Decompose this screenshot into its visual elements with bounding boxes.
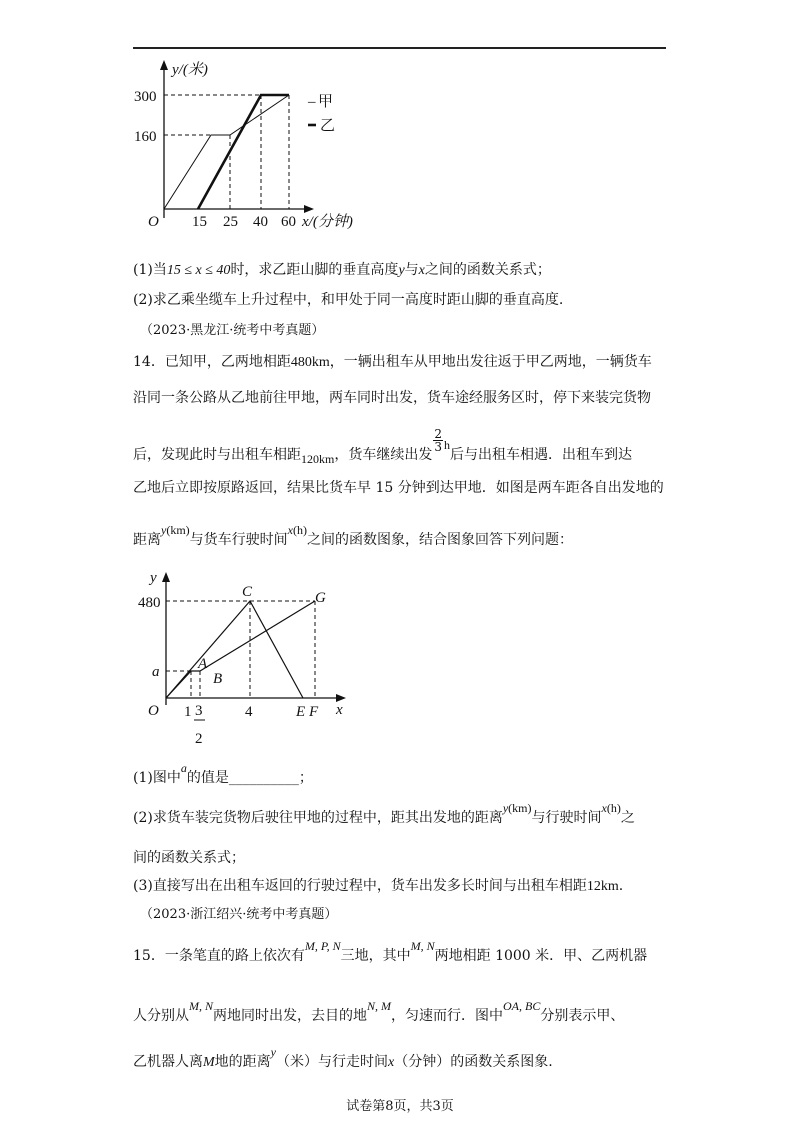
y-axis-label: y bbox=[150, 570, 157, 586]
graph-distance-time bbox=[140, 568, 370, 753]
x-tick-4: 4 bbox=[245, 704, 253, 720]
q14-line4: 乙地后立即按原路返回，结果比货车早 15 分钟到达甲地．如图是两车距各自出发地的 bbox=[133, 480, 664, 496]
graph-height-time bbox=[130, 58, 430, 233]
q15-line3: 乙机器人离M地的距离y（米）与行走时间x（分钟）的函数关系图象. bbox=[133, 1045, 553, 1070]
q15-line2: 人分别从M, N两地同时出发，去目的地N, M，匀速而行．图中OA, BC分别表示甲、 bbox=[133, 999, 625, 1024]
q15-source: （2023·浙江绍兴·统考中考真题） bbox=[140, 907, 338, 922]
legend-jia-mark: – bbox=[308, 94, 316, 110]
fraction-2-3: $\frac{2}{3}$ bbox=[434, 427, 442, 454]
top-rule bbox=[133, 47, 666, 49]
answer-blank[interactable]: __________ bbox=[228, 770, 299, 786]
q14-part3: (3)直接写出在出租车返回的行驶过程中，货车出发多长时间与出租车相距12km. bbox=[133, 878, 624, 894]
point-G: G bbox=[315, 590, 326, 606]
point-A: A bbox=[198, 656, 208, 672]
y-axis-label: y/(米) bbox=[172, 62, 208, 78]
q14-source: （2023·黑龙江·统考中考真题） bbox=[140, 323, 325, 338]
x-tick-1: 1 bbox=[184, 704, 192, 720]
point-E: E bbox=[296, 704, 306, 720]
y-axis-arrow bbox=[160, 60, 168, 70]
q13-part2: (2)求乙乘坐缆车上升过程中，和甲处于同一高度时距山脚的垂直高度. bbox=[133, 292, 564, 308]
q14-part2-cont: 间的函数关系式； bbox=[133, 850, 245, 866]
y-tick-300: 300 bbox=[134, 89, 157, 105]
point-B: B bbox=[213, 671, 223, 687]
line-jia bbox=[164, 95, 289, 209]
y-tick-a: a bbox=[152, 664, 160, 680]
line-yi bbox=[198, 95, 289, 209]
x-axis-arrow bbox=[336, 694, 346, 702]
y-tick-160: 160 bbox=[134, 129, 157, 145]
q15-line1: 15．一条笔直的路上依次有M, P, N三地，其中M, N两地相距 1000 米．甲、乙两机器 bbox=[133, 939, 648, 964]
x-tick-40: 40 bbox=[253, 214, 268, 230]
point-C: C bbox=[242, 584, 253, 600]
q14-line3: 后，发现此时与出租车相距120km，货车继续出发 $\frac{2}{3}$ h后与出租车相遇．出租车到达 bbox=[133, 427, 632, 466]
y-tick-480: 480 bbox=[138, 595, 161, 611]
q13-condition: 15 ≤ x ≤ 40 bbox=[166, 263, 231, 278]
point-F: F bbox=[309, 704, 319, 720]
x-tick-frac-num: 3 bbox=[195, 703, 203, 719]
q14-part2: (2)求货车装完货物后驶往甲地的过程中，距其出发地的距离y(km)与行驶时间x(h)之 bbox=[133, 801, 635, 826]
x-axis-arrow bbox=[304, 205, 314, 213]
line-truck bbox=[166, 601, 315, 698]
q14-line2: 沿同一条公路从乙地前往甲地，两车同时出发，货车途经服务区时，停下来装完货物 bbox=[133, 390, 651, 406]
y-axis-arrow bbox=[162, 572, 170, 582]
page-footer: 试卷第8页，共3页 bbox=[346, 1099, 454, 1114]
x-tick-25: 25 bbox=[223, 214, 238, 230]
q14-line5: 距离y(km)与货车行驶时间x(h)之间的函数图象，结合图象回答下列问题： bbox=[133, 523, 573, 548]
origin-label: O bbox=[148, 703, 159, 719]
x-axis-label: x/(分钟) bbox=[302, 214, 353, 230]
legend-jia-name: 甲 bbox=[318, 94, 334, 110]
x-tick-frac-den: 2 bbox=[195, 731, 203, 747]
x-tick-60: 60 bbox=[281, 214, 296, 230]
q13-part1: (1)当15 ≤ x ≤ 40时，求乙距山脚的垂直高度y与x之间的函数关系式； bbox=[133, 262, 551, 278]
x-tick-15: 15 bbox=[192, 214, 207, 230]
origin-label: O bbox=[148, 214, 159, 230]
q14-line1: 14．已知甲，乙两地相距480km，一辆出租车从甲地出发往返于甲乙两地，一辆货车 bbox=[133, 354, 652, 370]
legend-yi-name: 乙 bbox=[320, 118, 336, 134]
x-axis-label: x bbox=[336, 702, 343, 718]
q14-part1: (1)图中a的值是__________； bbox=[133, 761, 313, 786]
